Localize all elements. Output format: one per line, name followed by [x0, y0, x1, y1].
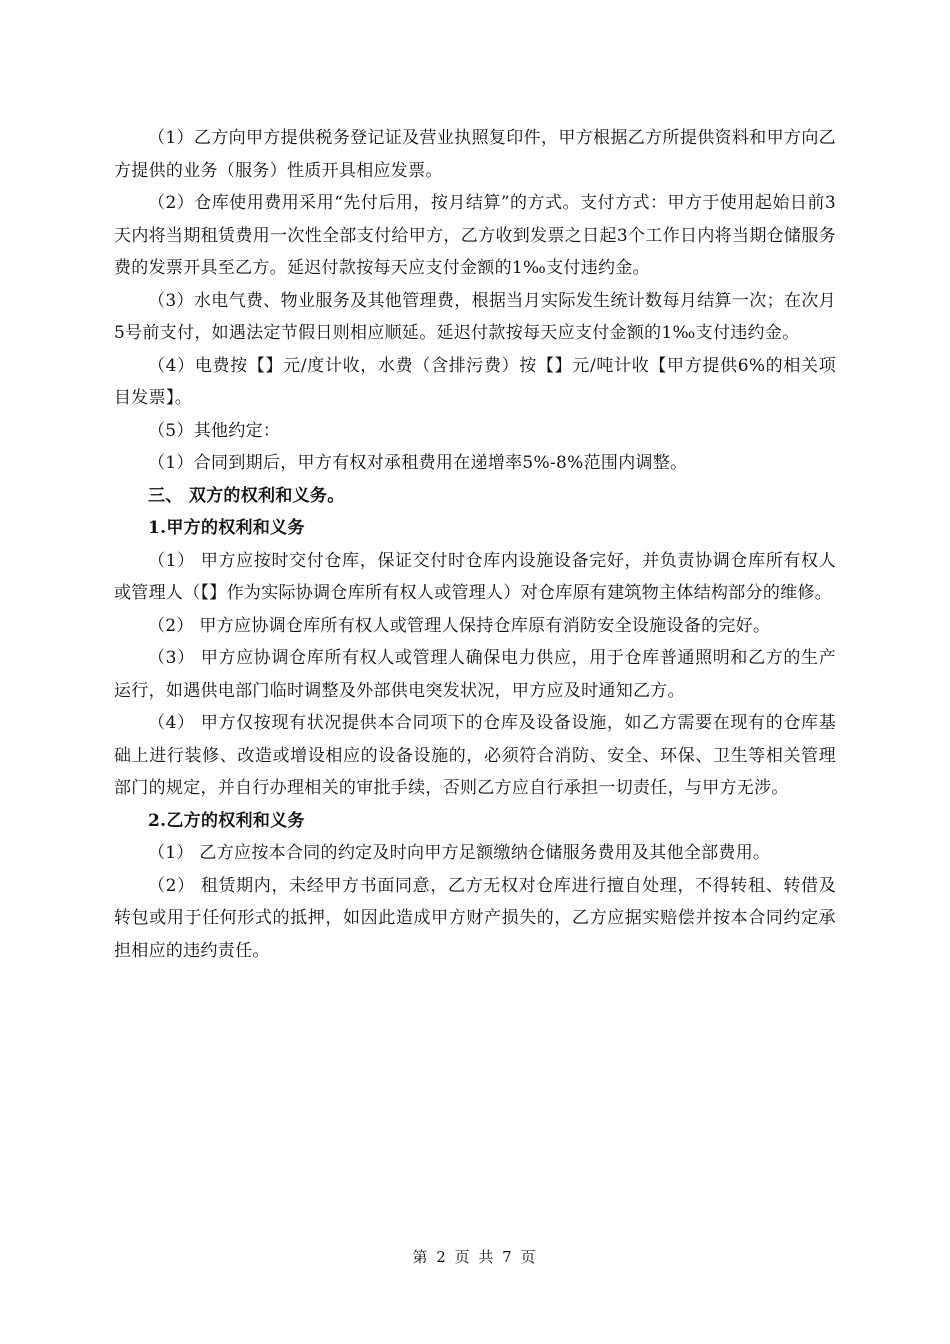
paragraph-2: （2）仓库使用费用采用“先付后用，按月结算”的方式。支付方式：甲方于使用起始日前3天内将当期租赁费用一次性全部支付给甲方，乙方收到发票之日起3个工作日内将当期仓储服务费的发票开具至乙方。延迟付款按每天应支付金额的1‰支付违约金。 [114, 193, 836, 278]
subheading-party-b: 2.乙方的权利和义务 [148, 810, 305, 831]
subheading-party-a: 1.甲方的权利和义务 [148, 518, 305, 538]
paragraph-3: （3）水电气费、物业服务及其他管理费，根据当月实际发生统计数每月结算一次；在次月5号前支付，如遇法定节假日则相应顺延。延迟付款按每天应支付金额的1‰支付违约金。 [114, 290, 836, 343]
paragraph-5: （5）其他约定： [148, 420, 281, 441]
paragraph-12: （2） 租赁期内，未经甲方书面同意，乙方无权对仓库进行擅自处理，不得转租、转借及转包或用于任何形式的抵押，如因此造成甲方财产损失的，乙方应据实赔偿并按本合同约定承担相应的违约责任。 [114, 875, 836, 961]
paragraph-11: （1） 乙方应按本合同的约定及时向甲方足额缴纳仓储服务费用及其他全部费用。 [148, 843, 771, 863]
paragraph-7: （1） 甲方应按时交付仓库，保证交付时仓库内设施设备完好，并负责协调仓库所有权人或管理人（【】作为实际协调仓库所有权人或管理人）对仓库原有建筑物主体结构部分的维修。 [114, 550, 836, 603]
section-heading-3: 三、 双方的权利和义务。 [148, 485, 345, 506]
paragraph-8: （2） 甲方应协调仓库所有权人或管理人保持仓库原有消防安全设施设备的完好。 [148, 615, 771, 636]
paragraph-6: （1）合同到期后，甲方有权对承租费用在递增率5%-8%范围内调整。 [148, 453, 688, 473]
page-number: 第 2 页 共 7 页 [412, 1248, 538, 1266]
paragraph-4: （4）电费按【】元/度计收，水费（含排污费）按【】元/吨计收【甲方提供6%的相关项目发票】。 [114, 355, 836, 408]
document-body [114, 122, 836, 967]
paragraph-9: （3） 甲方应协调仓库所有权人或管理人确保电力供应，用于仓库普通照明和乙方的生产运行，如遇供电部门临时调整及外部供电突发状况，甲方应及时通知乙方。 [114, 648, 836, 701]
paragraph-10: （4） 甲方仅按现有状况提供本合同项下的仓库及设备设施，如乙方需要在现有的仓库基础上进行装修、改造或增设相应的设备设施的，必须符合消防、安全、环保、卫生等相关管理部门的规定，并自行办理相关的审批手续，否则乙方应自行承担一切责任，与甲方无涉。 [114, 713, 836, 798]
paragraph-1: （1）乙方向甲方提供税务登记证及营业执照复印件，甲方根据乙方所提供资料和甲方向乙方提供的业务（服务）性质开具相应发票。 [114, 128, 836, 181]
